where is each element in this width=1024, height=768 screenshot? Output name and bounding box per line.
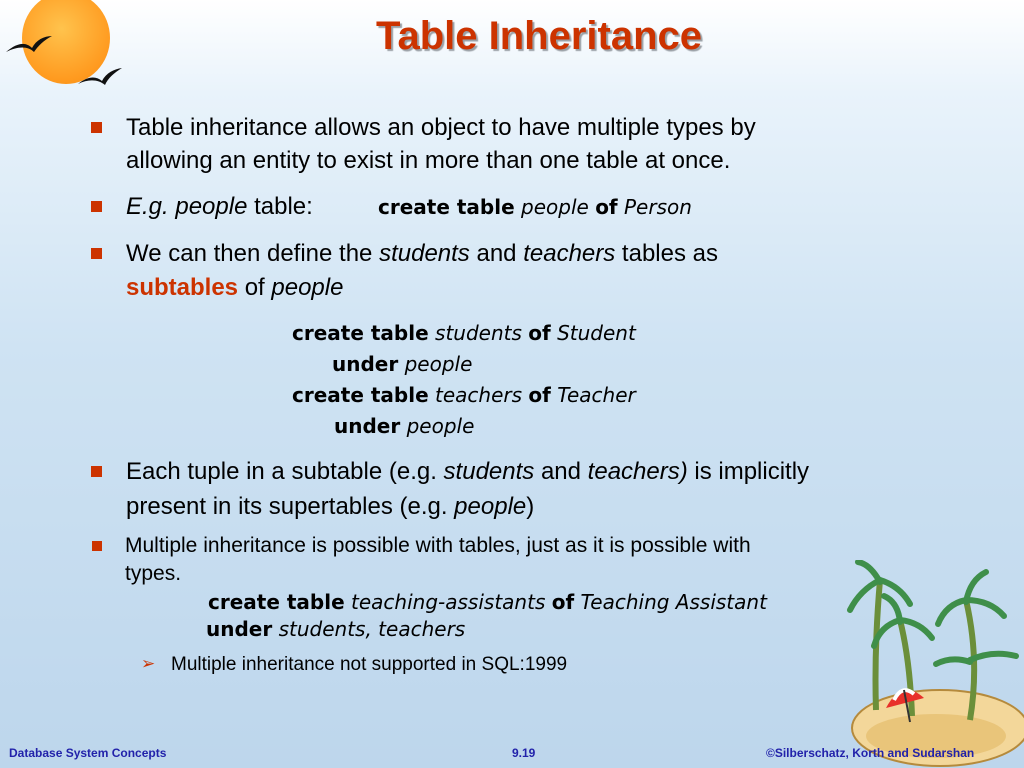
bullet-item (126, 458, 809, 486)
bullet-item: Multiple inheritance is possible with tables, just as it is possible with (125, 534, 751, 557)
keyword: create table (292, 383, 429, 407)
code-line (208, 590, 767, 614)
keyword: create table (378, 195, 515, 219)
eg-people-text: E.g. people (126, 193, 248, 220)
text: and (469, 240, 524, 267)
code-line (332, 352, 472, 376)
code-line (292, 321, 636, 345)
keyword: under (334, 414, 401, 438)
identifier: teachers (435, 383, 523, 407)
text: present in its supertables (e.g. (126, 493, 455, 520)
keyword: of (595, 195, 618, 219)
arrow-bullet-icon: ➢ (141, 654, 156, 673)
page-number: 9.19 (512, 746, 536, 760)
keyword: under (206, 617, 273, 641)
footer-right: ©Silberschatz, Korth and Sudarshan (766, 746, 975, 760)
bullet-continuation (126, 493, 534, 521)
people-text: people (271, 274, 344, 301)
students-text: students (379, 240, 470, 267)
text: and (534, 458, 588, 485)
footer-left: Database System Concepts (9, 746, 167, 760)
text: tables as (615, 240, 718, 267)
type-name: Teaching Assistant (580, 590, 767, 614)
bullet-item (126, 193, 313, 221)
students-text: students (443, 458, 535, 485)
identifier: students, teachers (278, 617, 466, 641)
bullet-item: Table inheritance allows an object to have multiple types by (126, 114, 756, 141)
identifier: students (435, 321, 522, 345)
code-line (334, 414, 474, 438)
type-name: Person (624, 195, 692, 219)
bullet-continuation (126, 274, 343, 302)
bullet-item (126, 240, 718, 268)
type-name: Teacher (557, 383, 636, 407)
palm-island-icon (840, 560, 1024, 768)
keyword: create table (292, 321, 429, 345)
text: Multiple inheritance not supported in SQL:1999 (171, 654, 568, 675)
keyword: of (528, 321, 551, 345)
text: is implicitly (687, 458, 810, 485)
identifier: teaching-assistants (351, 590, 546, 614)
keyword: create table (208, 590, 345, 614)
code-line (292, 383, 636, 407)
sub-bullet-item (141, 654, 568, 676)
page-title: Table Inheritance (375, 14, 702, 58)
identifier: people (406, 414, 475, 438)
code-line (206, 617, 465, 641)
teachers-text: teachers (523, 240, 616, 267)
identifier: people (404, 352, 473, 376)
bullet-continuation: allowing an entity to exist in more than one table at once. (126, 147, 731, 174)
text: of (238, 274, 272, 301)
identifier: people (521, 195, 589, 219)
text: ) (526, 493, 535, 520)
bird-icon (76, 66, 124, 88)
bullet-continuation: types. (125, 562, 182, 585)
table-text: table: (247, 193, 313, 220)
keyword: of (551, 590, 575, 614)
text: Each tuple in a subtable (e.g. (126, 458, 444, 485)
keyword: under (332, 352, 399, 376)
type-name: Student (557, 321, 636, 345)
keyword: of (528, 383, 551, 407)
people-text: people (454, 493, 527, 520)
create-people-statement (378, 195, 692, 219)
text: We can then define the (126, 240, 380, 267)
teachers-text: teachers) (587, 458, 688, 485)
subtables-highlight: subtables (126, 274, 239, 301)
